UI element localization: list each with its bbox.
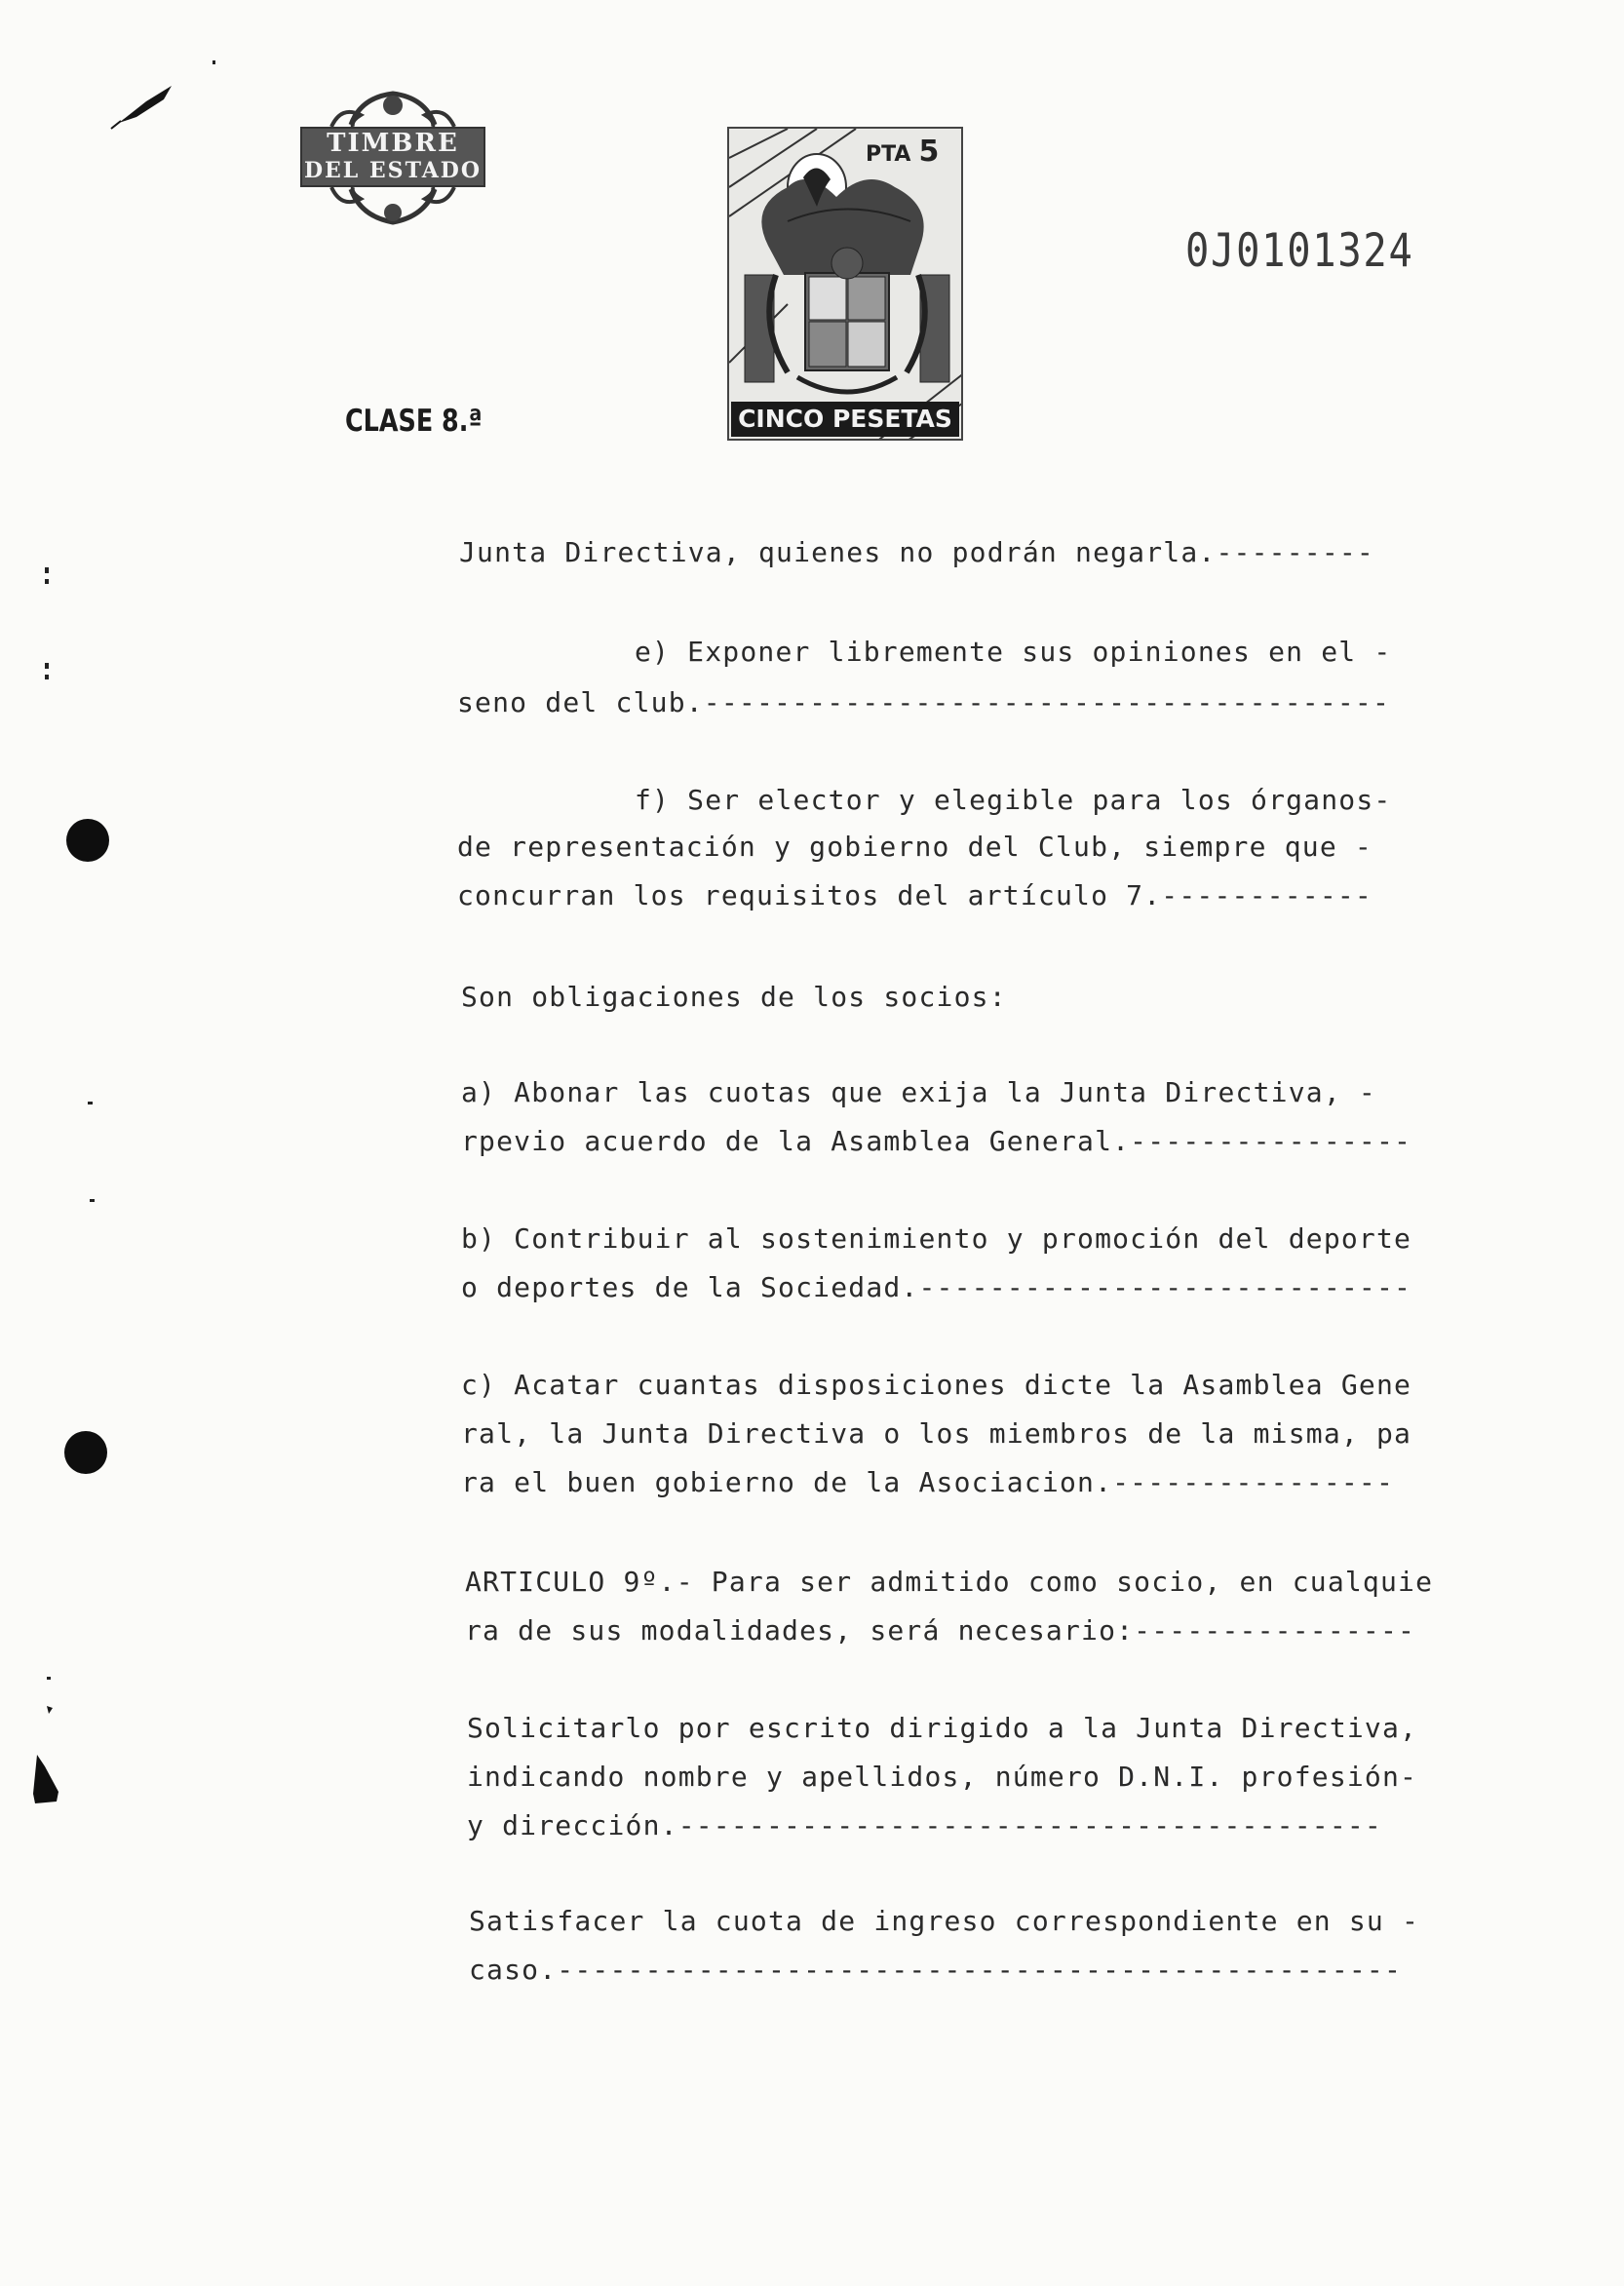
stamp-value: 5 xyxy=(918,135,940,169)
body-line: ra el buen gobierno de la Asociacion.---------------- xyxy=(461,1466,1395,1498)
body-line: b) Contribuir al sostenimiento y promoción del deporte xyxy=(461,1222,1412,1255)
coat-of-arms-icon xyxy=(729,129,963,441)
pen-mark xyxy=(107,78,185,136)
body-line: ra de sus modalidades, será necesario:---------------- xyxy=(465,1614,1416,1647)
stamp-denomination xyxy=(866,135,939,169)
revenue-stamp xyxy=(727,127,963,441)
body-line: indicando nombre y apellidos, número D.N.I. profesión- xyxy=(467,1761,1418,1793)
body-line: o deportes de la Sociedad.---------------------------- xyxy=(461,1271,1412,1303)
timbre-del-estado-emblem xyxy=(292,86,493,232)
body-line: rpevio acuerdo de la Asamblea General.---------------- xyxy=(461,1125,1412,1157)
timbre-line2: DEL ESTADO xyxy=(303,158,483,183)
punch-hole xyxy=(64,1431,107,1474)
body-line: a) Abonar las cuotas que exija la Junta Directiva, - xyxy=(461,1076,1376,1108)
serial-number: 0J0101324 xyxy=(1185,224,1414,278)
clase-label: CLASE 8.ª xyxy=(345,404,483,439)
body-line: Solicitarlo por escrito dirigido a la Junta Directiva, xyxy=(467,1712,1418,1744)
edge-mark xyxy=(23,1696,72,1813)
body-line: caso.------------------------------------------------ xyxy=(469,1954,1403,1986)
body-line: c) Acatar cuantas disposiciones dicte la Asamblea Gene xyxy=(461,1369,1412,1401)
stamp-caption: CINCO PESETAS xyxy=(731,402,959,437)
body-line: e) Exponer libremente sus opiniones en el - xyxy=(635,636,1392,668)
body-line: Satisfacer la cuota de ingreso correspondiente en su - xyxy=(469,1905,1420,1937)
stamp-pta-label: PTA xyxy=(866,142,911,167)
punch-hole xyxy=(66,819,109,862)
body-line: Junta Directiva, quienes no podrán negarla.--------- xyxy=(459,536,1374,568)
body-line: seno del club.--------------------------------------- xyxy=(457,686,1391,718)
body-line: Son obligaciones de los socios: xyxy=(461,981,1007,1013)
body-line: ARTICULO 9º.- Para ser admitido como socio, en cualquie xyxy=(465,1566,1434,1598)
body-line: ral, la Junta Directiva o los miembros de la misma, pa xyxy=(461,1417,1412,1450)
body-line: f) Ser elector y elegible para los órganos- xyxy=(635,784,1392,816)
body-line: y dirección.---------------------------------------- xyxy=(467,1809,1382,1841)
body-line: de representación y gobierno del Club, siempre que - xyxy=(457,831,1373,863)
body-line: concurran los requisitos del artículo 7.------------ xyxy=(457,879,1373,911)
timbre-line1: TIMBRE xyxy=(327,129,459,158)
